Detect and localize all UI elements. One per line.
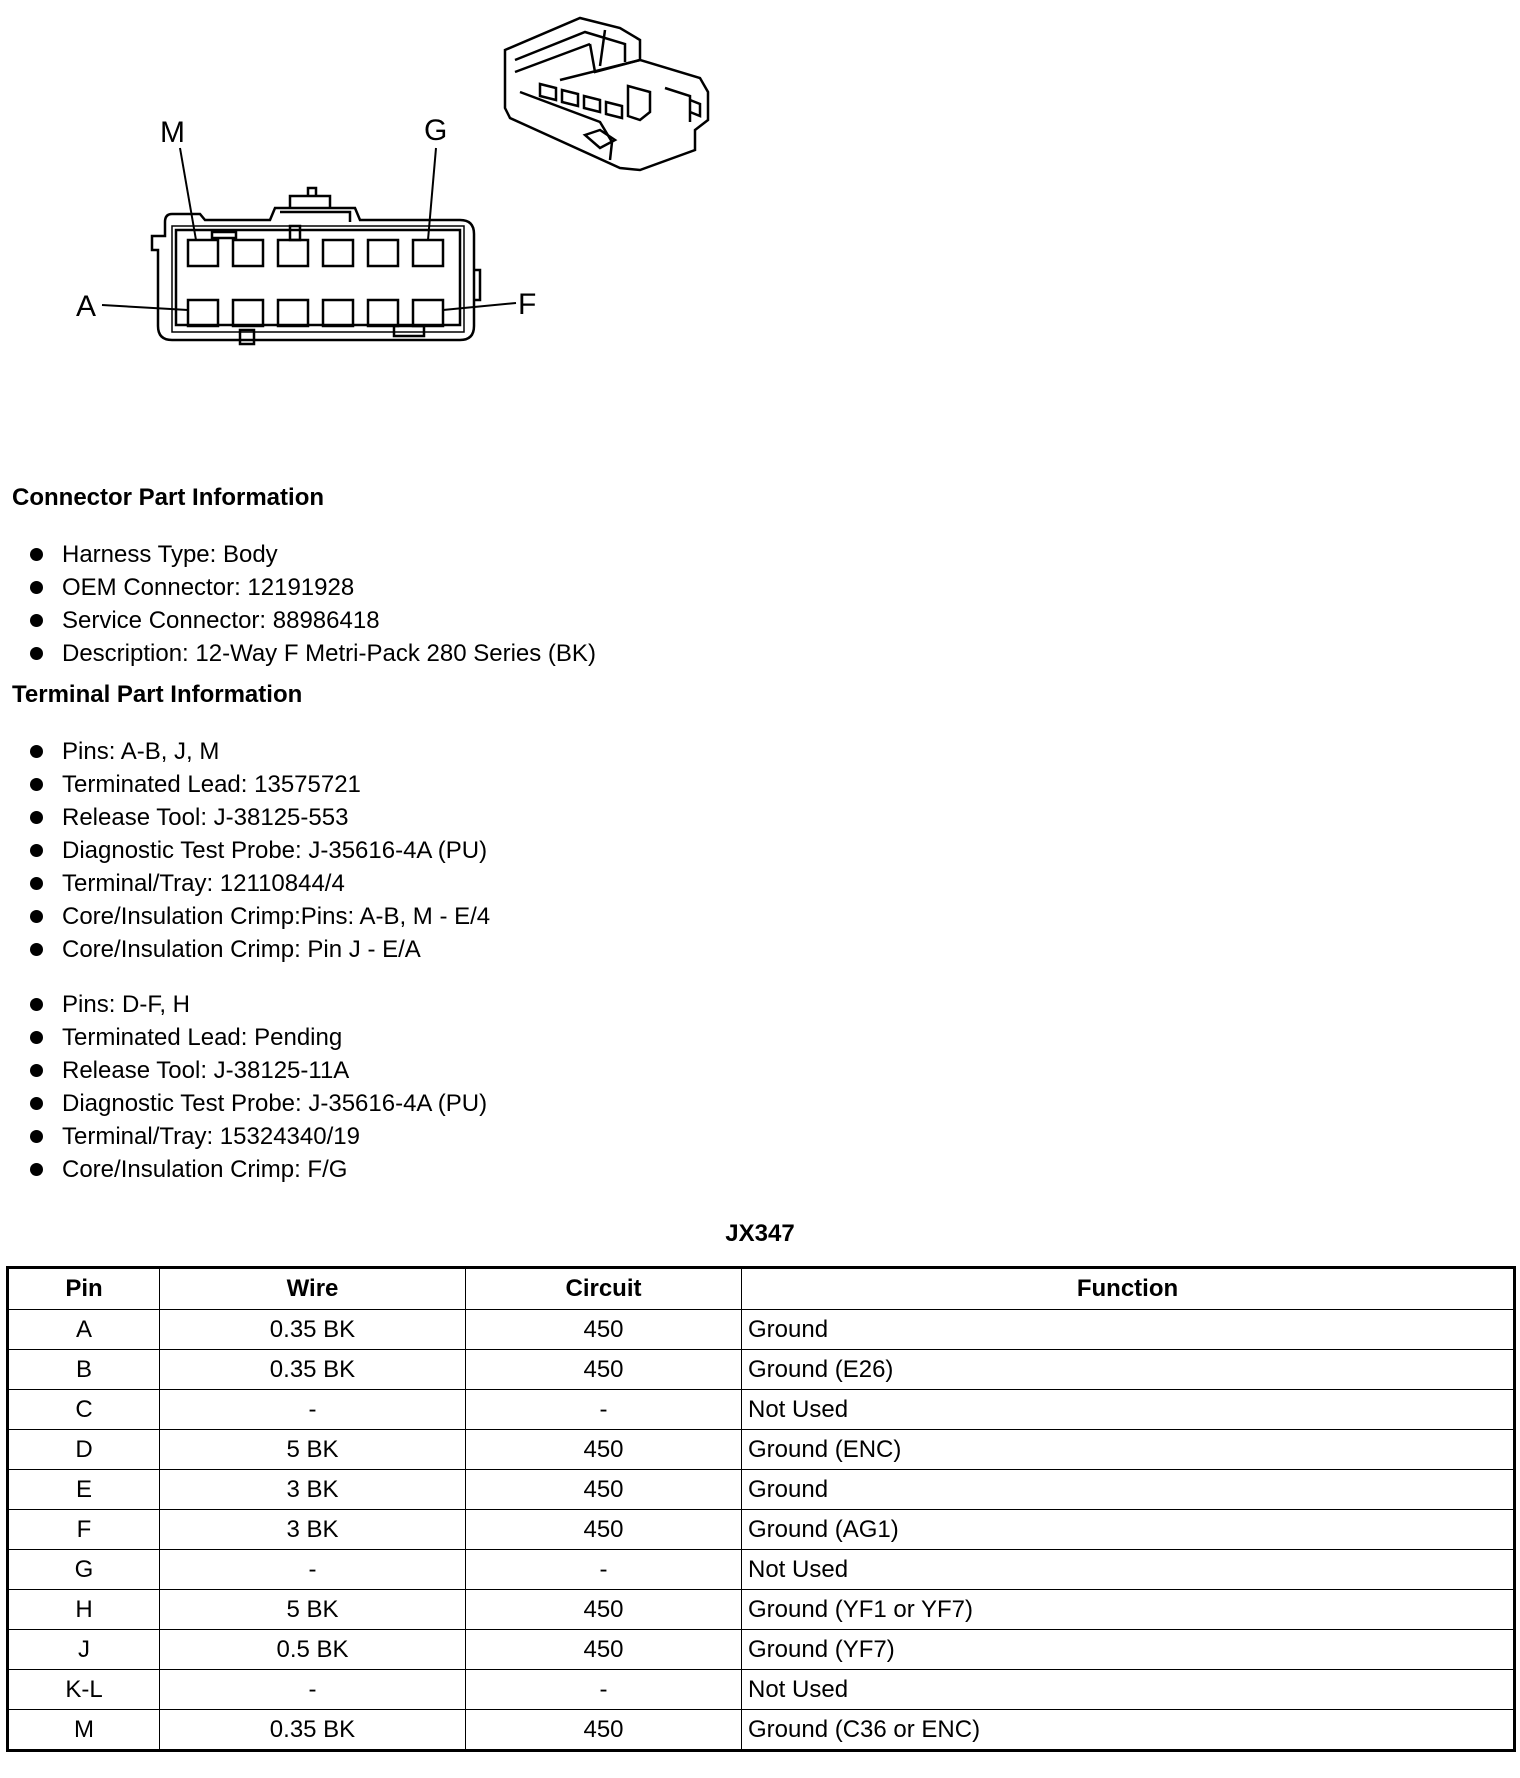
cell-circuit: 450 [466, 1350, 742, 1390]
cell-function: Not Used [742, 1390, 1515, 1430]
table-row [8, 1630, 1515, 1670]
cell-pin: J [8, 1630, 160, 1670]
connector-diagram [0, 0, 760, 420]
list-item: Core/Insulation Crimp: Pin J - E/A [26, 933, 490, 966]
cell-pin: M [8, 1710, 160, 1751]
cell-pin: H [8, 1590, 160, 1630]
connector-info-title: Connector Part Information [12, 484, 325, 511]
label-m: M [160, 116, 185, 149]
list-item: Release Tool: J-38125-553 [26, 801, 490, 834]
label-f: F [518, 288, 537, 321]
list-item: Terminated Lead: Pending [26, 1021, 487, 1054]
connector-info-list [26, 538, 596, 670]
list-item: Description: 12-Way F Metri-Pack 280 Series (BK) [26, 637, 596, 670]
cell-circuit: 450 [466, 1430, 742, 1470]
table-header-row [8, 1268, 1515, 1310]
cell-wire: 0.35 BK [160, 1310, 466, 1350]
cell-function: Not Used [742, 1670, 1515, 1710]
table-row [8, 1390, 1515, 1430]
table-row [8, 1430, 1515, 1470]
terminal-info-group-2 [26, 988, 487, 1186]
table-row [8, 1470, 1515, 1510]
cell-wire: - [160, 1550, 466, 1590]
cell-function: Ground [742, 1310, 1515, 1350]
cell-function: Ground (AG1) [742, 1510, 1515, 1550]
table-row [8, 1710, 1515, 1751]
list-item: Diagnostic Test Probe: J-35616-4A (PU) [26, 834, 490, 867]
cell-circuit: 450 [466, 1510, 742, 1550]
list-item: Core/Insulation Crimp:Pins: A-B, M - E/4 [26, 900, 490, 933]
cell-function: Ground (C36 or ENC) [742, 1710, 1515, 1751]
cell-wire: 5 BK [160, 1590, 466, 1630]
cell-function: Ground (YF1 or YF7) [742, 1590, 1515, 1630]
terminal-info-title: Terminal Part Information [12, 681, 303, 708]
cell-circuit: - [466, 1550, 742, 1590]
cell-wire: 0.5 BK [160, 1630, 466, 1670]
cell-wire: 0.35 BK [160, 1350, 466, 1390]
cell-function: Ground [742, 1470, 1515, 1510]
cell-circuit: 450 [466, 1310, 742, 1350]
list-item: Harness Type: Body [26, 538, 596, 571]
list-item: Terminal/Tray: 12110844/4 [26, 867, 490, 900]
table-row [8, 1550, 1515, 1590]
label-g: G [424, 114, 448, 147]
cell-wire: 3 BK [160, 1470, 466, 1510]
pin-table [6, 1266, 1516, 1752]
cell-function: Not Used [742, 1550, 1515, 1590]
table-title: JX347 [725, 1220, 795, 1247]
cell-wire: - [160, 1390, 466, 1430]
cell-pin: B [8, 1350, 160, 1390]
cell-circuit: - [466, 1670, 742, 1710]
pin-cavities [188, 240, 443, 326]
cell-pin: E [8, 1470, 160, 1510]
connector-3d-illustration [505, 18, 708, 170]
list-item: Pins: D-F, H [26, 988, 487, 1021]
cell-function: Ground (YF7) [742, 1630, 1515, 1670]
table-row [8, 1670, 1515, 1710]
label-a: A [76, 290, 97, 323]
cell-wire: - [160, 1670, 466, 1710]
cell-pin: K-L [8, 1670, 160, 1710]
list-item: Pins: A-B, J, M [26, 735, 490, 768]
table-row [8, 1510, 1515, 1550]
list-item: Terminated Lead: 13575721 [26, 768, 490, 801]
cell-function: Ground (ENC) [742, 1430, 1515, 1470]
table-row [8, 1590, 1515, 1630]
column-header-wire: Wire [160, 1268, 466, 1310]
cell-wire: 5 BK [160, 1430, 466, 1470]
cell-circuit: 450 [466, 1710, 742, 1751]
cell-function: Ground (E26) [742, 1350, 1515, 1390]
cell-pin: D [8, 1430, 160, 1470]
column-header-pin: Pin [8, 1268, 160, 1310]
table-row [8, 1310, 1515, 1350]
cell-circuit: 450 [466, 1590, 742, 1630]
cell-circuit: - [466, 1390, 742, 1430]
cell-pin: A [8, 1310, 160, 1350]
cell-pin: C [8, 1390, 160, 1430]
column-header-function: Function [742, 1268, 1515, 1310]
cell-circuit: 450 [466, 1630, 742, 1670]
cell-wire: 3 BK [160, 1510, 466, 1550]
column-header-circuit: Circuit [466, 1268, 742, 1310]
list-item: OEM Connector: 12191928 [26, 571, 596, 604]
cell-circuit: 450 [466, 1470, 742, 1510]
cell-wire: 0.35 BK [160, 1710, 466, 1751]
list-item: Release Tool: J-38125-11A [26, 1054, 487, 1087]
cell-pin: F [8, 1510, 160, 1550]
list-item: Diagnostic Test Probe: J-35616-4A (PU) [26, 1087, 487, 1120]
table-row [8, 1350, 1515, 1390]
list-item: Core/Insulation Crimp: F/G [26, 1153, 487, 1186]
cell-pin: G [8, 1550, 160, 1590]
list-item: Service Connector: 88986418 [26, 604, 596, 637]
terminal-info-group-1 [26, 735, 490, 966]
list-item: Terminal/Tray: 15324340/19 [26, 1120, 487, 1153]
